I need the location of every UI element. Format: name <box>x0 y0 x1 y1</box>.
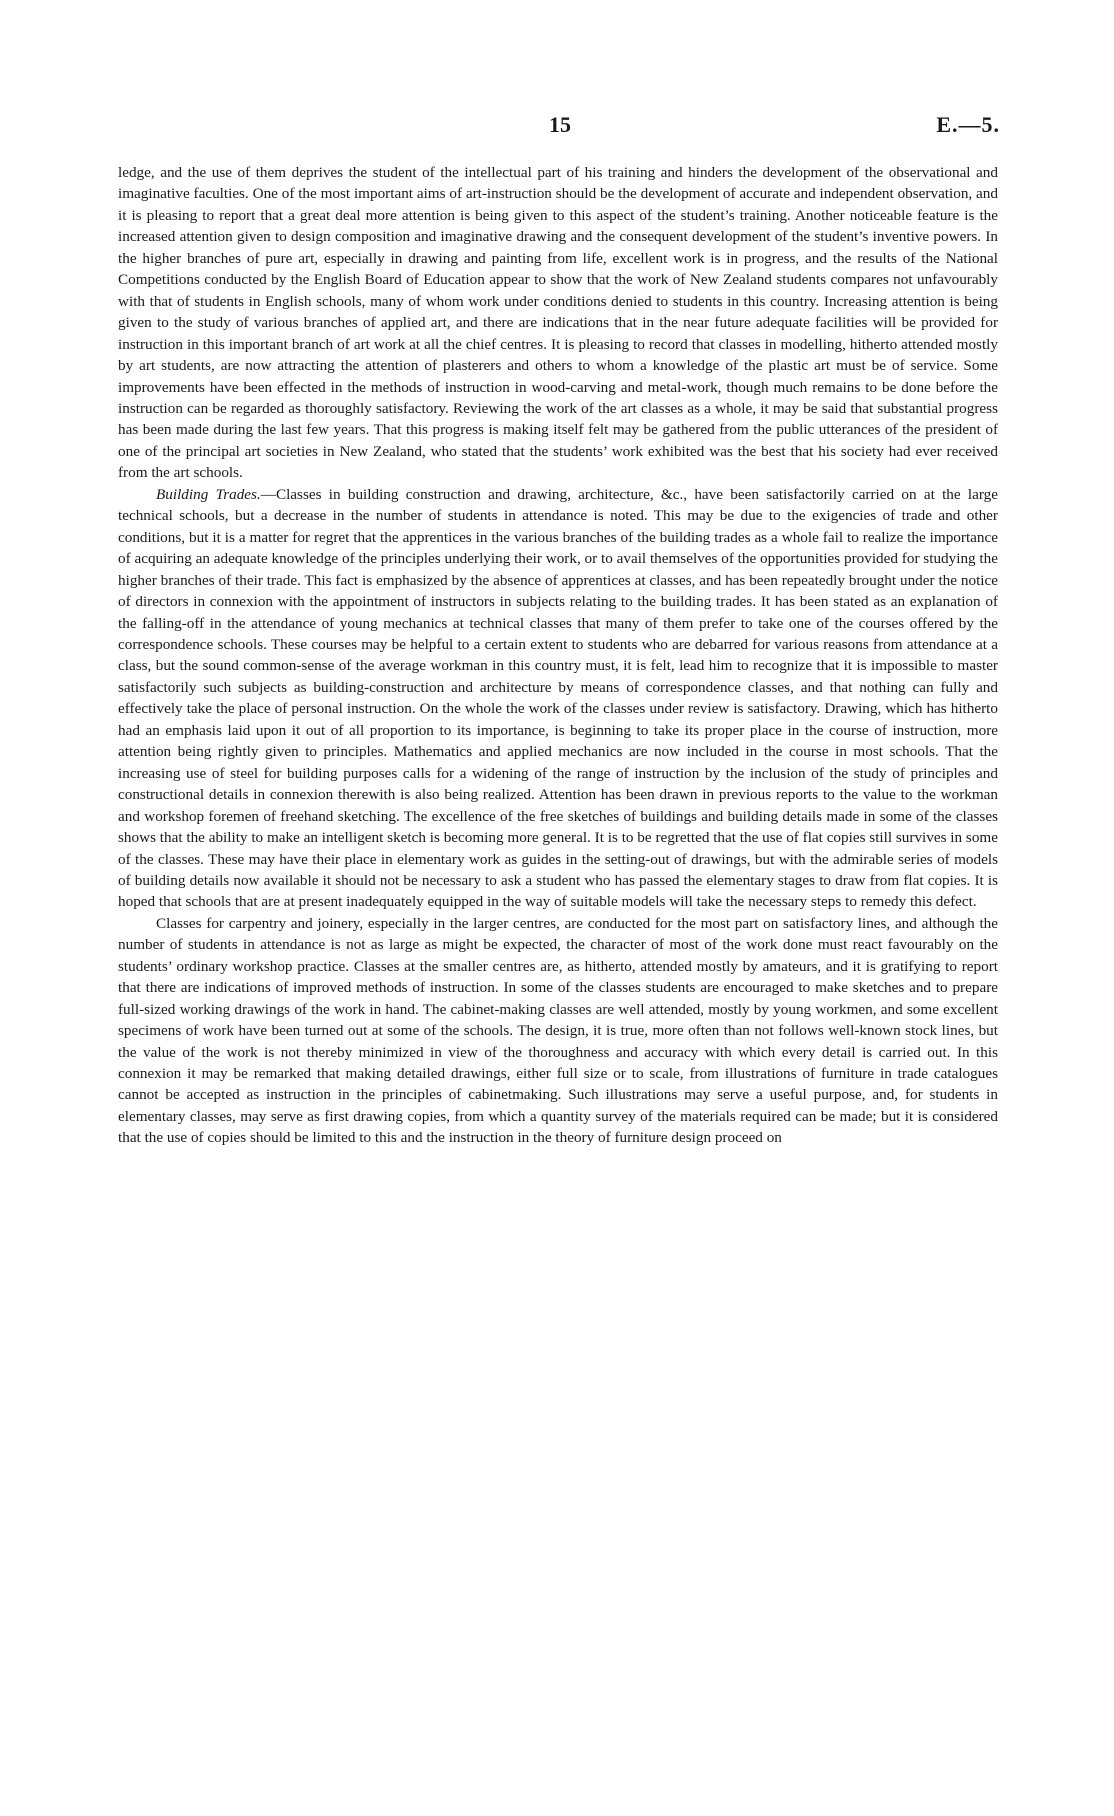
section-heading: Building Trades. <box>156 485 261 503</box>
paragraph-text: Classes for carpentry and joinery, especially in the larger centres, are conducted for the most part on satisfactory lines, and although the number of students in attendance is not as large as might be expected, the character of most of the work done must react favourably on the students’ ordinary workshop practice. Classes at the smaller centres are, as hitherto, attended mostly by amateurs, and it is gratifying to report that there are indications of improved methods of instruction. In some of the classes students are encouraged to make sketches and to prepare full-sized working drawings of the work in hand. The cabinet-making classes are well attended, mostly by young workmen, and some excellent specimens of work have been turned out at some of the schools. The design, it is true, more often than not follows well-known stock lines, but the value of the work is not thereby minimized in view of the thoroughness and accuracy with which every detail is carried out. In this connexion it may be remarked that making detailed drawings, either full size or to scale, from illustrations of furniture in trade catalogues cannot be accepted as instruction in the principles of cabinetmaking. Such illustrations may serve a useful purpose, and, for students in elementary classes, may serve as first drawing copies, from which a quantity survey of the materials required can be made; but it is considered that the use of copies should be limited to this and the instruction in the theory of furniture design proceed on <box>118 914 998 1147</box>
paragraph-text: —Classes in building construction and drawing, architecture, &c., have been satisfactorily carried on at the large technical schools, but a decrease in the number of students in attendance is noted. This may be due to the exigencies of trade and other conditions, but it is a matter for regret that the apprentices in the various branches of the building trades as a whole fail to realize the importance of acquiring an adequate knowledge of the principles underlying their work, or to avail themselves of the opportunities provided for studying the higher branches of their trade. This fact is emphasized by the absence of apprentices at classes, and has been repeatedly brought under the notice of directors in connexion with the appointment of instructors in subjects relating to the building trades. It has been stated as an explanation of the falling-off in the attendance of young mechanics at technical classes that many of them prefer to take one of the courses offered by the correspondence schools. These courses may be helpful to a certain extent to students who are debarred for various reasons from attendance at a class, but the sound common-sense of the average workman in this country must, it is felt, lead him to recognize that it is impossible to master satisfactorily such subjects as building-construction and architecture by means of correspondence classes, and that nothing can fully and effectively take the place of personal instruction. On the whole the work of the classes under review is satisfactory. Drawing, which has hitherto had an emphasis laid upon it out of all proportion to its importance, is beginning to take its proper place in the course of instruction, more attention being rightly given to principles. Mathematics and applied mechanics are now included in the course in most schools. That the increasing use of steel for building purposes calls for a widening of the range of instruction by the inclusion of the study of principles and constructional details in connexion therewith is also being realized. Attention has been drawn in previous reports to the value to the workman and workshop foremen of freehand sketching. The excellence of the free sketches of buildings and building details made in some of the classes shows that the ability to make an intelligent sketch is becoming more general. It is to be regretted that the use of flat copies still survives in some of the classes. These may have their place in elementary work as guides in the setting-out of drawings, but with the admirable series of models of building details now available it should not be necessary to ask a student who has passed the elementary stages to draw from flat copies. It is hoped that schools that are at present inadequately equipped in the way of suitable models will take the necessary steps to remedy this defect. <box>118 485 998 911</box>
body-text <box>118 162 998 1149</box>
paragraph <box>118 484 998 913</box>
page-header <box>120 112 1000 142</box>
document-reference: E.—5. <box>936 112 1000 137</box>
paragraph-text: ledge, and the use of them deprives the student of the intellectual part of his training and hinders the development of the observational and imaginative faculties. One of the most important aims of art-instruction should be the development of accurate and independent observation, and it is pleasing to report that a great deal more attention is being given to this aspect of the student’s training. Another noticeable feature is the increased attention given to design composition and imaginative drawing and the consequent development of the student’s inventive powers. In the higher branches of pure art, especially in drawing and painting from life, excellent work is in progress, and the results of the National Competitions conducted by the English Board of Education appear to show that the work of New Zealand students compares not unfavourably with that of students in English schools, many of whom work under conditions denied to students in this country. Increasing attention is being given to the study of various branches of applied art, and there are indications that in the near future adequate facilities will be provided for instruction in this important branch of art work at all the chief centres. It is pleasing to record that classes in modelling, hitherto attended mostly by art students, are now attracting the attention of plasterers and others to whom a knowledge of the plastic art must be of service. Some improvements have been effected in the methods of instruction in wood-carving and metal-work, though much remains to be done before the instruction can be regarded as thoroughly satisfactory. Reviewing the work of the art classes as a whole, it may be said that substantial progress has been made during the last few years. That this progress is making itself felt may be gathered from the public utterances of the president of one of the principal art societies in New Zealand, who stated that the students’ work exhibited was the best that his society had ever received from the art schools. <box>118 164 998 482</box>
paragraph <box>118 162 998 484</box>
paragraph <box>118 913 998 1149</box>
page-number: 15 <box>549 112 571 137</box>
